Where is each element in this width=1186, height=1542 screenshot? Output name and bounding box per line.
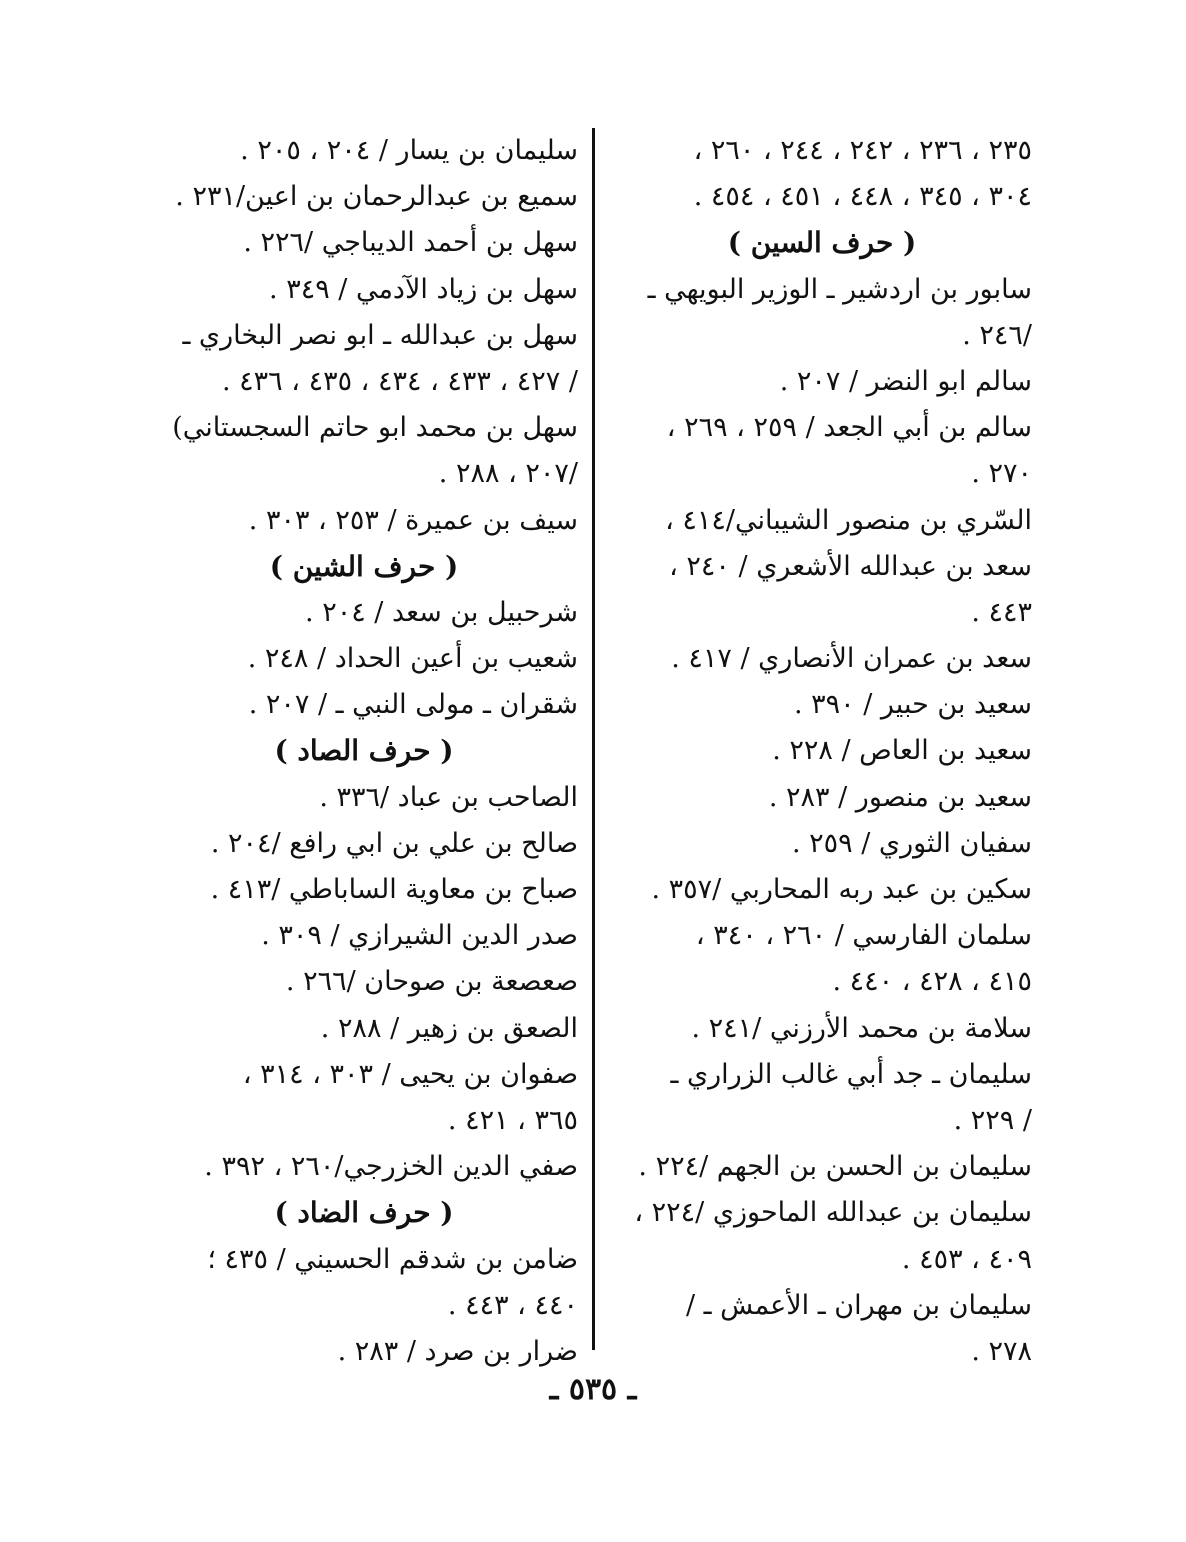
index-entry-line: الصاحب بن عباد /٣٣٦ .	[319, 781, 578, 813]
index-entry-line: سعيد بن حبير / ٣٩٠ .	[793, 689, 1032, 721]
index-column-left	[150, 128, 578, 1375]
index-entry-line: صدر الدين الشيرازي / ٣٠٩ .	[261, 920, 578, 952]
index-entry-line: سالم ابو النضر / ٢٠٧ .	[779, 365, 1032, 397]
index-entry-line: سكين بن عبد ربه المحاربي /٣٥٧ .	[651, 874, 1032, 905]
index-entry-line: سهل بن أحمد الديباجي /٢٢٦ .	[243, 227, 578, 259]
index-entry-line: سهل بن زياد الآدمي / ٣٤٩ .	[269, 273, 578, 305]
page-number: ـ ٥٣٥ ـ	[549, 1372, 637, 1407]
index-entry-line: ٢٧٠ .	[971, 458, 1032, 490]
index-entry-line: سهل بن عبدالله ـ ابو نصر البخاري ـ	[182, 319, 578, 351]
index-entry-line: سعد بن عبدالله الأشعري / ٢٤٠ ،	[669, 550, 1032, 582]
index-entry-line: ضرار بن صرد / ٢٨٣ .	[337, 1335, 578, 1367]
section-heading: ( حرف الضاد )	[274, 1196, 454, 1230]
index-entry-line: ضامن بن شدقم الحسيني / ٤٣٥ ؛	[207, 1243, 578, 1275]
index-entry-line: شرحبيل بن سعد / ٢٠٤ .	[305, 596, 578, 628]
index-entry-line: صفي الدين الخزرجي/٢٦٠ ، ٣٩٢ .	[204, 1151, 578, 1183]
index-entry-line: /٢٠٧ ، ٢٨٨ .	[438, 458, 578, 490]
index-entry-line: ٣٦٥ ، ٤٢١ .	[447, 1104, 578, 1136]
index-entry-line: سليمان ـ جد أبي غالب الزراري ـ	[670, 1058, 1032, 1090]
index-entry-line: صباح بن معاوية الساباطي /٤١٣ .	[210, 874, 578, 905]
index-entry-line: ٤٤٠ ، ٤٤٣ .	[447, 1289, 578, 1321]
section-heading: ( حرف السين )	[727, 226, 917, 260]
index-entry-line: سعيد بن العاص / ٢٢٨ .	[772, 735, 1032, 767]
index-entry-line: سعد بن عمران الأنصاري / ٤١٧ .	[671, 643, 1032, 675]
index-entry-line: سليمان بن مهران ـ الأعمش ـ /	[685, 1289, 1032, 1321]
index-entry-line: سلامة بن محمد الأرزني /٢٤١ .	[691, 1012, 1032, 1044]
index-entry-line: /٢٤٦ .	[962, 319, 1032, 351]
index-entry-line: صفوان بن يحيى / ٣٠٣ ، ٣١٤ ،	[242, 1058, 578, 1090]
index-entry-line: شقران ـ مولى النبي ـ / ٢٠٧ .	[248, 689, 578, 721]
index-entry-line: سليمان بن يسار / ٢٠٤ ، ٢٠٥ .	[240, 135, 578, 166]
index-entry-line: سليمان بن عبدالله الماحوزي /٢٢٤ ،	[634, 1197, 1032, 1229]
index-entry-line: ٤٤٣ .	[971, 596, 1032, 628]
index-entry-line: سعيد بن منصور / ٢٨٣ .	[768, 781, 1032, 813]
index-entry-line: سيف بن عميرة / ٢٥٣ ، ٣٠٣ .	[248, 504, 578, 536]
index-entry-line: سابور بن اردشير ـ الوزير البويهي ـ	[647, 273, 1032, 305]
index-entry-line: ٤٠٩ ، ٤٥٣ .	[901, 1243, 1032, 1275]
column-divider	[592, 128, 595, 1350]
index-entry-line: ٢٣٥ ، ٢٣٦ ، ٢٤٢ ، ٢٤٤ ، ٢٦٠ ،	[693, 135, 1032, 166]
index-entry-line: سليمان بن الحسن بن الجهم /٢٢٤ .	[638, 1151, 1032, 1183]
index-entry-line: سلمان الفارسي / ٢٦٠ ، ٣٤٠ ،	[695, 920, 1032, 952]
index-entry-line: سفيان الثوري / ٢٥٩ .	[791, 827, 1032, 859]
index-entry-line: السّري بن منصور الشيباني/٤١٤ ،	[665, 504, 1032, 536]
index-entry-line: الصعق بن زهير / ٢٨٨ .	[320, 1012, 578, 1044]
index-entry-line: / ٢٢٩ .	[953, 1104, 1032, 1136]
section-heading: ( حرف الشين )	[269, 549, 459, 583]
index-entry-line: شعيب بن أعين الحداد / ٢٤٨ .	[247, 643, 578, 675]
index-column-right	[612, 128, 1032, 1375]
index-entry-line: صعصعة بن صوحان /٢٦٦ .	[285, 966, 578, 998]
index-entry-line: ٢٧٨ .	[971, 1335, 1032, 1367]
index-entry-line: / ٤٢٧ ، ٤٣٣ ، ٤٣٤ ، ٤٣٥ ، ٤٣٦ .	[222, 365, 578, 397]
index-entry-line: ٣٠٤ ، ٣٤٥ ، ٤٤٨ ، ٤٥١ ، ٤٥٤ .	[693, 181, 1032, 213]
index-entry-line: سالم بن أبي الجعد / ٢٥٩ ، ٢٦٩ ،	[666, 412, 1032, 444]
index-entry-line: صالح بن علي بن ابي رافع /٢٠٤ .	[210, 827, 578, 859]
index-entry-line: سميع بن عبدالرحمان بن اعين/٢٣١ .	[175, 181, 578, 213]
section-heading: ( حرف الصاد )	[274, 734, 454, 768]
index-entry-line: سهل بن محمد ابو حاتم السجستاني)	[172, 412, 578, 444]
index-entry-line: ٤١٥ ، ٤٢٨ ، ٤٤٠ .	[832, 966, 1032, 998]
